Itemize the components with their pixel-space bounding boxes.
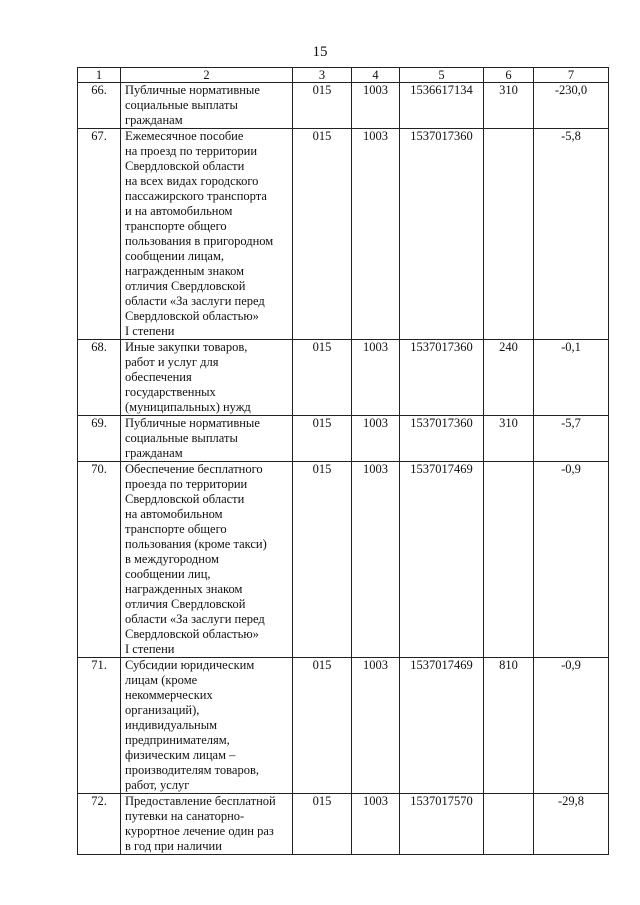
target-code: 1537017360 bbox=[400, 416, 484, 462]
row-number: 66. bbox=[78, 83, 121, 129]
description-line: транспорте общего bbox=[125, 522, 227, 536]
ministry-code: 015 bbox=[293, 129, 352, 340]
description-line: обеспечения bbox=[125, 370, 192, 384]
description-line: награжденным знаком bbox=[125, 264, 245, 278]
expense-type-code: 310 bbox=[484, 416, 534, 462]
description-line: путевки на санаторно- bbox=[125, 809, 245, 823]
target-code: 1537017360 bbox=[400, 129, 484, 340]
description-line: социальные выплаты bbox=[125, 98, 238, 112]
amount: -5,8 bbox=[534, 129, 609, 340]
ministry-code: 015 bbox=[293, 83, 352, 129]
description-line: пассажирского транспорта bbox=[125, 189, 267, 203]
description-line: Свердловской области bbox=[125, 159, 245, 173]
description-line: на проезд по территории bbox=[125, 144, 258, 158]
row-description bbox=[121, 416, 293, 462]
description-line: физическим лицам – bbox=[125, 748, 236, 762]
description-line: лицам (кроме bbox=[125, 673, 198, 687]
description-line: отличия Свердловской bbox=[125, 597, 246, 611]
description-line: Обеспечение бесплатного bbox=[125, 462, 263, 476]
ministry-code: 015 bbox=[293, 416, 352, 462]
description-line: курортное лечение один раз bbox=[125, 824, 274, 838]
amount: -0,9 bbox=[534, 658, 609, 794]
table-row bbox=[78, 416, 609, 462]
row-number: 70. bbox=[78, 462, 121, 658]
target-code: 1537017469 bbox=[400, 658, 484, 794]
description-line: организаций), bbox=[125, 703, 200, 717]
table-row bbox=[78, 794, 609, 855]
section-code: 1003 bbox=[352, 129, 400, 340]
description-line: награжденных знаком bbox=[125, 582, 243, 596]
description-line: индивидуальным bbox=[125, 718, 218, 732]
description-line: Субсидии юридическим bbox=[125, 658, 255, 672]
row-description bbox=[121, 83, 293, 129]
description-line: Свердловской областью» bbox=[125, 309, 259, 323]
description-line: производителям товаров, bbox=[125, 763, 259, 777]
header-cell-1: 1 bbox=[78, 68, 121, 83]
section-code: 1003 bbox=[352, 658, 400, 794]
description-line: транспорте общего bbox=[125, 219, 227, 233]
section-code: 1003 bbox=[352, 794, 400, 855]
section-code: 1003 bbox=[352, 83, 400, 129]
expense-type-code bbox=[484, 794, 534, 855]
header-cell-6: 6 bbox=[484, 68, 534, 83]
description-line: и на автомобильном bbox=[125, 204, 233, 218]
description-line: Свердловской области bbox=[125, 492, 245, 506]
expense-type-code: 240 bbox=[484, 340, 534, 416]
header-cell-5: 5 bbox=[400, 68, 484, 83]
target-code: 1537017360 bbox=[400, 340, 484, 416]
header-row bbox=[78, 68, 609, 83]
description-line: предпринимателям, bbox=[125, 733, 230, 747]
row-description bbox=[121, 340, 293, 416]
description-line: сообщении лицам, bbox=[125, 249, 224, 263]
description-line: государственных bbox=[125, 385, 216, 399]
target-code: 1537017469 bbox=[400, 462, 484, 658]
section-code: 1003 bbox=[352, 416, 400, 462]
section-code: 1003 bbox=[352, 340, 400, 416]
description-line: Иные закупки товаров, bbox=[125, 340, 248, 354]
description-line: в год при наличии bbox=[125, 839, 222, 853]
amount: -0,9 bbox=[534, 462, 609, 658]
table-row bbox=[78, 83, 609, 129]
table-row bbox=[78, 658, 609, 794]
page-number: 15 bbox=[312, 44, 328, 60]
description-line: Свердловской областью» bbox=[125, 627, 259, 641]
amount: -230,0 bbox=[534, 83, 609, 129]
description-line: Публичные нормативные bbox=[125, 416, 260, 430]
description-line: области «За заслуги перед bbox=[125, 612, 265, 626]
description-line: (муниципальных) нужд bbox=[125, 400, 251, 414]
description-line: I степени bbox=[125, 642, 175, 656]
header-cell-2: 2 bbox=[121, 68, 293, 83]
description-line: Публичные нормативные bbox=[125, 83, 260, 97]
section-code: 1003 bbox=[352, 462, 400, 658]
ministry-code: 015 bbox=[293, 794, 352, 855]
description-line: на всех видах городского bbox=[125, 174, 259, 188]
description-line: некоммерческих bbox=[125, 688, 213, 702]
description-line: работ и услуг для bbox=[125, 355, 219, 369]
description-line: пользования (кроме такси) bbox=[125, 537, 267, 551]
description-line: гражданам bbox=[125, 446, 183, 460]
header-cell-7: 7 bbox=[534, 68, 609, 83]
row-description bbox=[121, 462, 293, 658]
amount: -29,8 bbox=[534, 794, 609, 855]
description-line: Предоставление бесплатной bbox=[125, 794, 276, 808]
table-row bbox=[78, 129, 609, 340]
row-number: 68. bbox=[78, 340, 121, 416]
ministry-code: 015 bbox=[293, 340, 352, 416]
description-line: Ежемесячное пособие bbox=[125, 129, 244, 143]
expense-type-code bbox=[484, 462, 534, 658]
description-line: сообщении лиц, bbox=[125, 567, 211, 581]
description-line: работ, услуг bbox=[125, 778, 190, 792]
row-number: 72. bbox=[78, 794, 121, 855]
description-line: проезда по территории bbox=[125, 477, 248, 491]
description-line: пользования в пригородном bbox=[125, 234, 274, 248]
amount: -0,1 bbox=[534, 340, 609, 416]
description-line: на автомобильном bbox=[125, 507, 223, 521]
description-line: социальные выплаты bbox=[125, 431, 238, 445]
target-code: 1537017570 bbox=[400, 794, 484, 855]
budget-table bbox=[77, 67, 609, 855]
table-row bbox=[78, 340, 609, 416]
target-code: 1536617134 bbox=[400, 83, 484, 129]
row-description bbox=[121, 129, 293, 340]
header-cell-3: 3 bbox=[293, 68, 352, 83]
expense-type-code bbox=[484, 129, 534, 340]
ministry-code: 015 bbox=[293, 462, 352, 658]
description-line: в междугородном bbox=[125, 552, 219, 566]
expense-type-code: 810 bbox=[484, 658, 534, 794]
header-cell-4: 4 bbox=[352, 68, 400, 83]
table-row bbox=[78, 462, 609, 658]
description-line: I степени bbox=[125, 324, 175, 338]
description-line: отличия Свердловской bbox=[125, 279, 246, 293]
expense-type-code: 310 bbox=[484, 83, 534, 129]
description-line: гражданам bbox=[125, 113, 183, 127]
row-number: 71. bbox=[78, 658, 121, 794]
row-number: 69. bbox=[78, 416, 121, 462]
row-description bbox=[121, 794, 293, 855]
amount: -5,7 bbox=[534, 416, 609, 462]
ministry-code: 015 bbox=[293, 658, 352, 794]
row-description bbox=[121, 658, 293, 794]
description-line: области «За заслуги перед bbox=[125, 294, 265, 308]
row-number: 67. bbox=[78, 129, 121, 340]
